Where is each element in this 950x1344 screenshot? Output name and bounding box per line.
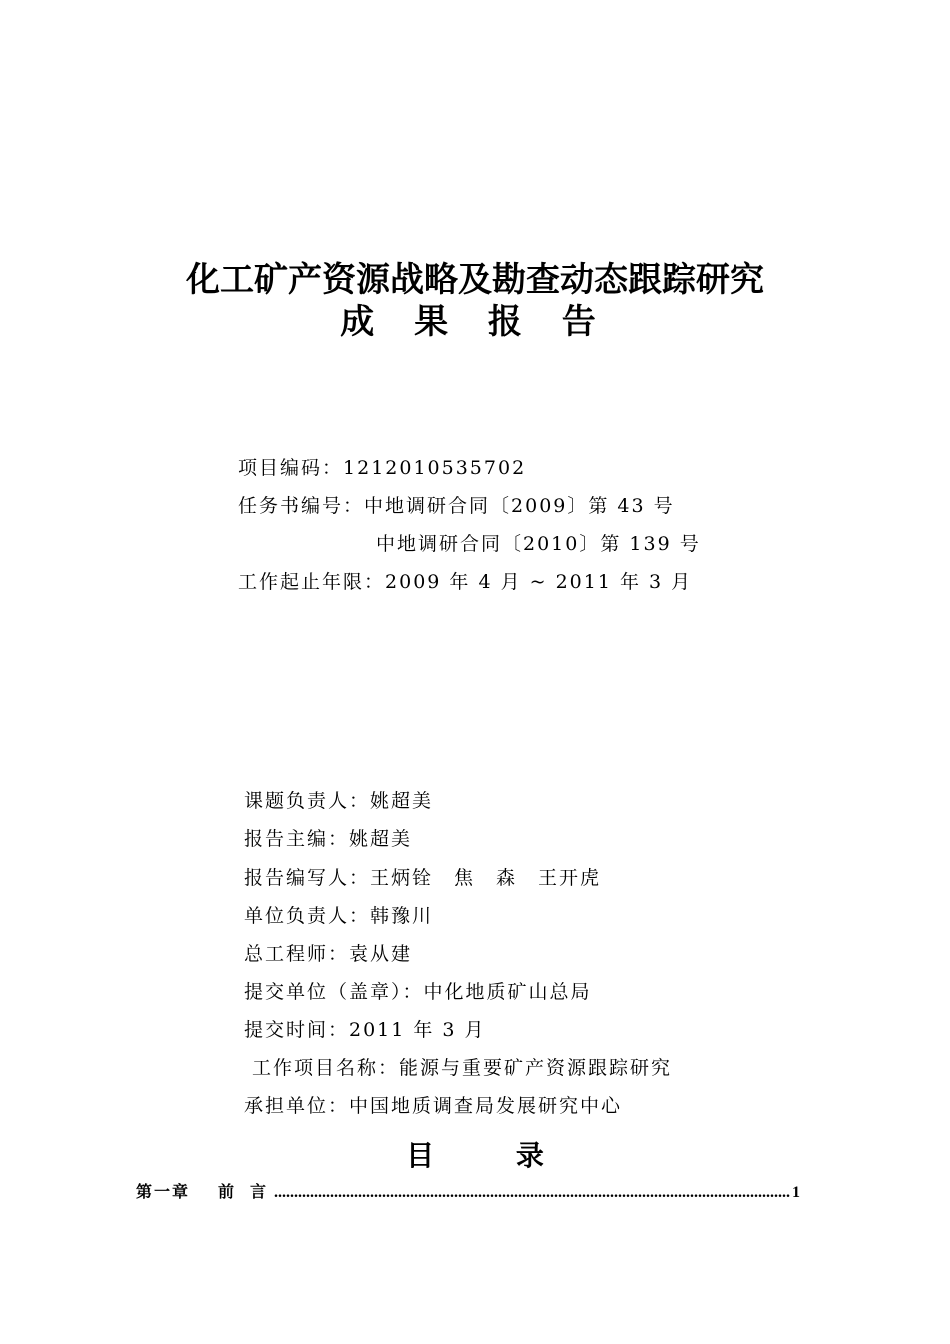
report-title: 化工矿产资源战略及勘查动态跟踪研究	[186, 260, 764, 300]
task-number-line	[238, 494, 675, 518]
staff-chief-editor: 报告主编：姚超美	[244, 828, 413, 850]
toc-entry[interactable]	[136, 1182, 800, 1204]
project-code-value: 1212010535702	[343, 457, 527, 479]
staff-chief-engineer: 总工程师：袁从建	[244, 943, 413, 965]
staff-authors: 报告编写人：王炳铨 焦 森 王开虎	[244, 867, 602, 889]
task-number-line-2	[376, 532, 701, 556]
report-subtitle: 成 果 报 告	[340, 302, 610, 342]
work-period-value: 2009 年 4 月 ~ 2011 年 3 月	[385, 571, 693, 593]
staff-submitting-unit: 提交单位（盖章）：中化地质矿山总局	[244, 981, 592, 1003]
staff-undertaking-unit: 承担单位：中国地质调查局发展研究中心	[244, 1095, 623, 1117]
project-code-label: 项目编码：	[238, 457, 344, 479]
toc-entry-page: 1	[792, 1184, 800, 1201]
toc-leader-dots	[274, 1182, 790, 1204]
staff-project-leader: 课题负责人：姚超美	[244, 790, 434, 812]
task-number-label: 任务书编号：	[238, 495, 365, 517]
project-code-line	[238, 456, 526, 480]
staff-submission-date: 提交时间：2011 年 3 月	[244, 1019, 486, 1041]
toc-title: 目 录	[406, 1139, 580, 1172]
work-period-line	[238, 570, 692, 594]
task-number-value-1: 中地调研合同〔2009〕第 43 号	[364, 495, 675, 517]
work-period-label: 工作起止年限：	[238, 571, 386, 593]
toc-entry-chapter: 第一章	[136, 1184, 191, 1201]
task-number-value-2: 中地调研合同〔2010〕第 139 号	[376, 533, 701, 555]
toc-entry-heading: 前 言	[218, 1184, 273, 1201]
staff-work-project-name: 工作项目名称：能源与重要矿产资源跟踪研究	[244, 1057, 673, 1079]
staff-unit-head: 单位负责人：韩豫川	[244, 905, 434, 927]
